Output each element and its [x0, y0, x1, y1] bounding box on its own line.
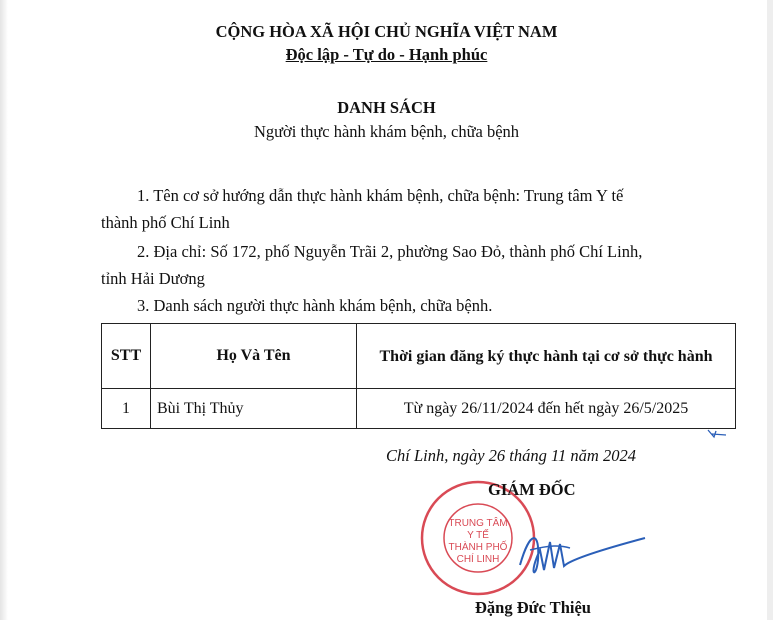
page-right-margin	[767, 0, 773, 620]
director-title: GIÁM ĐỐC	[488, 480, 576, 499]
item-3: 3. Danh sách người thực hành khám bệnh, chữa bệnh.	[137, 296, 493, 315]
header-period: Thời gian đăng ký thực hành tại cơ sở thực hành	[357, 324, 736, 389]
stamp-line-2: Y TẾ	[467, 530, 489, 541]
cell-period: Từ ngày 26/11/2024 đến hết ngày 26/5/2025	[357, 389, 736, 429]
page-left-shadow	[0, 0, 8, 620]
document-subtitle: Người thực hành khám bệnh, chữa bệnh	[253, 122, 520, 141]
motto	[0, 45, 773, 65]
document-title: DANH SÁCH	[337, 98, 436, 117]
item-2-line-2: tỉnh Hải Dương	[101, 269, 205, 288]
place-date: Chí Linh, ngày 26 tháng 11 năm 2024	[386, 446, 636, 465]
item-1-line-2: thành phố Chí Linh	[101, 213, 230, 232]
motto-text: Độc lập - Tự do - Hạnh phúc	[285, 45, 488, 64]
item-2-line-1: 2. Địa chỉ: Số 172, phố Nguyễn Trãi 2, phường Sao Đỏ, thành phố Chí Linh,	[137, 242, 643, 261]
item-1-line-1: 1. Tên cơ sở hướng dẫn thực hành khám bệnh, chữa bệnh: Trung tâm Y tế	[137, 186, 624, 205]
signer-name: Đặng Đức Thiệu	[475, 598, 591, 617]
national-title: CỘNG HÒA XÃ HỘI CHỦ NGHĨA VIỆT NAM	[215, 22, 558, 41]
stamp-line-1: TRUNG TÂM	[448, 518, 508, 529]
cell-stt: 1	[102, 389, 151, 429]
header-name: Họ Và Tên	[151, 324, 357, 389]
pen-mark	[706, 426, 730, 440]
handwritten-signature	[510, 520, 650, 590]
stamp-line-4: CHÍ LINH	[456, 554, 500, 565]
table-header-row	[102, 324, 736, 389]
table-row	[102, 389, 736, 429]
practitioner-table	[101, 323, 736, 429]
cell-name: Bùi Thị Thủy	[151, 389, 357, 429]
header-stt: STT	[102, 324, 151, 389]
stamp-line-3: THÀNH PHỐ	[448, 542, 508, 553]
